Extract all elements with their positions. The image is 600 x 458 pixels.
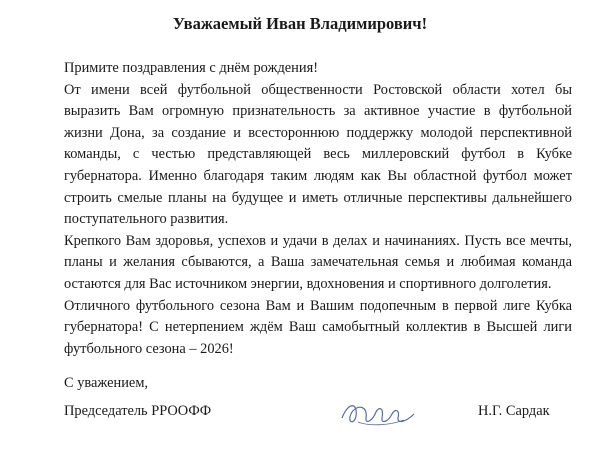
letter-title: Уважаемый Иван Владимирович! xyxy=(172,14,428,33)
wishes-paragraph: Крепкого Вам здоровья, успехов и удачи в делах и начинаниях. Пусть все мечты, планы и желания сбываются, а Ваша замечательная семья и любимая команда остаются для Вас источником энергии, вдохновения и спортивного долголетия. xyxy=(64,232,572,292)
signer-title: Председатель РРООФФ xyxy=(64,403,212,419)
closing-line: С уважением, xyxy=(64,375,149,391)
gratitude-paragraph: От имени всей футбольной общественности Ростовской области хотел бы выразить Вам огромную признательность за активное участие в футбольной жизни Дона, за создание и всестороннюю поддержку молодой перспективной команды, с честью представляющей весь миллеровский футбол в Кубке губернатора. Именно благодаря таким людям как Вы областной футбол может строить смелые планы на будущее и иметь отличные перспективы дальнейшего поступательного развития. xyxy=(64,81,572,228)
letter-body xyxy=(64,58,572,360)
handwritten-signature xyxy=(338,392,418,432)
signer-name: Н.Г. Сардак xyxy=(478,403,550,419)
season-paragraph: Отличного футбольного сезона Вам и Вашим подопечным в первой лиге Кубка губернатора! С нетерпением ждём Ваш самобытный коллектив в Высшей лиги футбольного сезона – 2026! xyxy=(64,297,572,357)
greeting-paragraph: Примите поздравления с днём рождения! xyxy=(64,60,318,76)
